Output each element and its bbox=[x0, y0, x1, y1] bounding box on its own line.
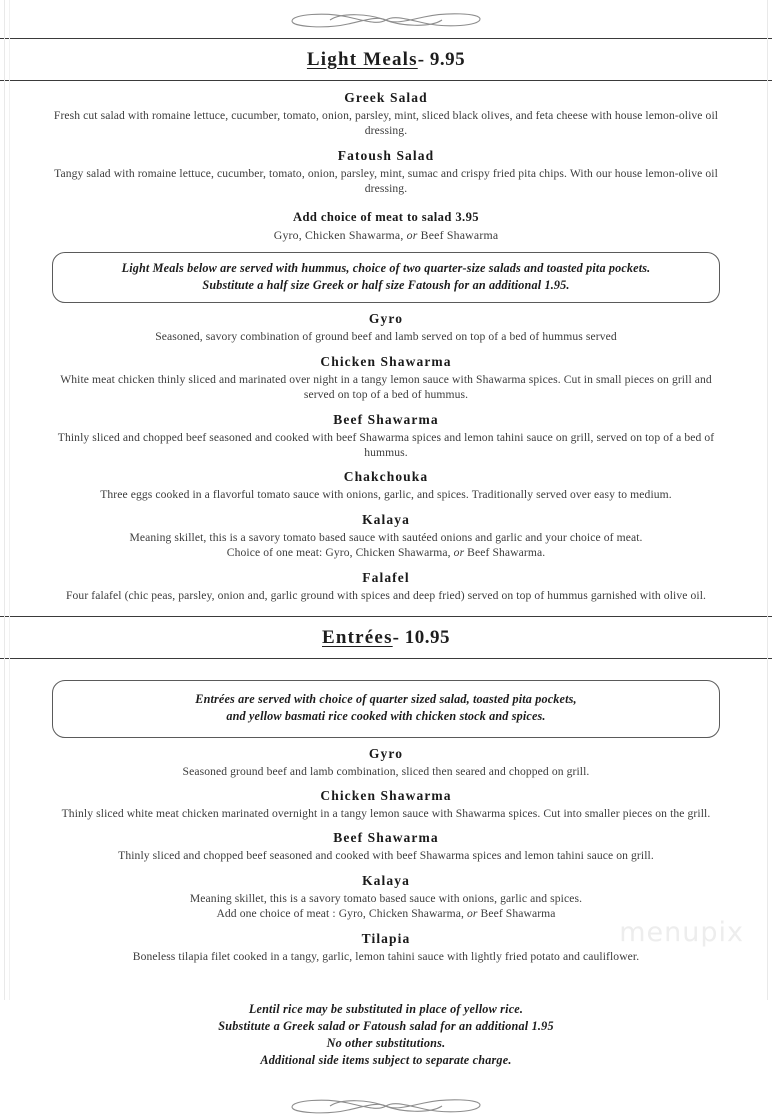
menu-item-name: Tilapia bbox=[361, 930, 411, 946]
menu-item bbox=[0, 788, 772, 821]
menu-item bbox=[0, 570, 772, 603]
menu-item-name: Chakchouka bbox=[343, 469, 429, 485]
menu-item-description: Fresh cut salad with romaine lettuce, cucumber, tomato, onion, parsley, mint, sliced black olives, and feta cheese with house lemon-olive oil dressing. bbox=[53, 109, 719, 138]
page-edge-left-secondary bbox=[9, 0, 10, 1000]
menu-item bbox=[0, 469, 772, 502]
menu-item-description: Three eggs cooked in a flavorful tomato sauce with onions, garlic, and spices. Traditionally served over easy to medium. bbox=[100, 488, 672, 502]
note-line: Light Meals below are served with hummus, choice of two quarter-size salads and toasted pita pockets. bbox=[121, 260, 651, 275]
menu-item-name: Greek Salad bbox=[344, 90, 428, 105]
flourish-ornament-top bbox=[0, 0, 772, 38]
menu-item-description-line: Meaning skillet, this is a savory tomato based sauce with onions, garlic and spices. bbox=[189, 891, 583, 905]
note-line: Substitute a half size Greek or half size Fatoush for an additional 1.95. bbox=[202, 277, 570, 292]
page-edge-right bbox=[767, 0, 768, 1000]
note-line: and yellow basmati rice cooked with chicken stock and spices. bbox=[226, 709, 546, 724]
page-edge-left bbox=[4, 0, 5, 1000]
section-price-entrees: - 10.95 bbox=[392, 626, 450, 648]
menu-item-name: Falafel bbox=[362, 569, 410, 585]
menu-item-description: Thinly sliced white meat chicken marinated overnight in a tangy lemon sauce with Shawarma spices. Cut into smaller pieces on the grill. bbox=[61, 807, 711, 820]
footer-note-line: No other substitutions. bbox=[326, 1035, 446, 1050]
add-meat-addon-title: Add choice of meat to salad 3.95 bbox=[293, 209, 479, 224]
menu-item-name: Chicken Shawarma bbox=[320, 788, 452, 803]
flourish-ornament-bottom bbox=[0, 1068, 772, 1118]
section-header-light-meals bbox=[0, 39, 772, 80]
menu-item-description: Four falafel (chic peas, parsley, onion and, garlic ground with spices and deep fried) served on top of hummus garnished with olive oil. bbox=[65, 588, 707, 602]
add-meat-addon-options bbox=[0, 228, 772, 243]
menu-item-name: Kalaya bbox=[362, 511, 410, 527]
menu-item bbox=[0, 512, 772, 561]
menu-item-description-line: Meaning skillet, this is a savory tomato based sauce with sautéed onions and garlic and your choice of meat. bbox=[129, 530, 643, 544]
menu-item-name: Gyro bbox=[368, 745, 404, 761]
addon-option-post: Beef Shawarma bbox=[417, 227, 499, 242]
light-meals-note-box bbox=[52, 252, 720, 304]
menu-item-name: Beef Shawarma bbox=[333, 830, 439, 846]
menu-item bbox=[0, 90, 772, 139]
menupix-watermark: menupix bbox=[619, 917, 744, 948]
menu-item bbox=[0, 873, 772, 922]
footer-note-line: Additional side items subject to separate charge. bbox=[260, 1052, 512, 1067]
menu-item-description-or: or bbox=[453, 546, 465, 560]
menu-item-description-line-pre: Choice of one meat: Gyro, Chicken Shawarma, bbox=[226, 546, 454, 560]
addon-option-or: or bbox=[406, 227, 418, 242]
menu-item bbox=[0, 931, 772, 964]
menu-item-name: Beef Shawarma bbox=[333, 411, 439, 427]
menu-item-description: Boneless tilapia filet cooked in a tangy, garlic, lemon tahini sauce with lightly fried potato and cauliflower. bbox=[132, 949, 640, 963]
menu-item bbox=[0, 746, 772, 779]
menu-item-description: Tangy salad with romaine lettuce, cucumber, tomato, onion, parsley, mint, sumac and crispy fried pita chips. With our house lemon-olive oil dressing. bbox=[54, 166, 718, 196]
menu-item bbox=[0, 354, 772, 403]
menu-item-description: White meat chicken thinly sliced and marinated over night in a tangy lemon sauce with Shawarma spices. Cut in small pieces on grill and served on top of a bed of hummus. bbox=[60, 372, 712, 402]
footer-substitution-notes bbox=[0, 1001, 772, 1068]
menu-item-description-line-pre: Add one choice of meat : Gyro, Chicken Shawarma, bbox=[216, 907, 467, 921]
menu-item-description: Seasoned ground beef and lamb combination, sliced then seared and chopped on grill. bbox=[182, 764, 590, 778]
section-title-entrees: Entrées bbox=[322, 626, 393, 648]
menu-item bbox=[0, 148, 772, 197]
section-body-light-meals bbox=[0, 81, 772, 616]
menu-item bbox=[0, 311, 772, 344]
section-body-entrees bbox=[0, 659, 772, 977]
menu-item-name: Kalaya bbox=[362, 872, 410, 888]
menu-item-description-or: or bbox=[467, 907, 478, 921]
menu-item-description: Seasoned, savory combination of ground beef and lamb served on top of a bed of hummus served bbox=[155, 330, 617, 344]
menu-item-description bbox=[50, 891, 722, 922]
note-line: Entrées are served with choice of quarter sized salad, toasted pita pockets, bbox=[195, 691, 577, 706]
menu-item-name: Gyro bbox=[368, 311, 404, 327]
menu-item-description bbox=[50, 530, 722, 561]
menu-item-description: Thinly sliced and chopped beef seasoned and cooked with beef Shawarma spices and lemon tahini sauce on grill. bbox=[118, 849, 654, 863]
menu-item-name: Fatoush Salad bbox=[337, 147, 435, 163]
menu-item-description-line-post: Beef Shawarma bbox=[477, 907, 556, 921]
entrees-note-box bbox=[52, 680, 720, 738]
section-header-entrees bbox=[0, 617, 772, 658]
footer-note-line: Substitute a Greek salad or Fatoush salad for an additional 1.95 bbox=[218, 1018, 554, 1033]
menu-item-name: Chicken Shawarma bbox=[320, 353, 452, 369]
footer-note-line: Lentil rice may be substituted in place of yellow rice. bbox=[248, 1002, 524, 1017]
menu-item bbox=[0, 830, 772, 863]
section-price-light-meals: - 9.95 bbox=[417, 49, 466, 70]
menu-item bbox=[0, 412, 772, 461]
section-title-light-meals: Light Meals bbox=[306, 49, 418, 70]
menu-item-description: Thinly sliced and chopped beef seasoned and cooked with beef Shawarma spices and lemon tahini sauce on grill, served on top of a bed of hummus. bbox=[57, 430, 715, 459]
addon-option-pre: Gyro, Chicken Shawarma, bbox=[273, 227, 407, 242]
add-meat-addon bbox=[0, 210, 772, 243]
menu-item-description-line-post: Beef Shawarma. bbox=[464, 546, 546, 560]
